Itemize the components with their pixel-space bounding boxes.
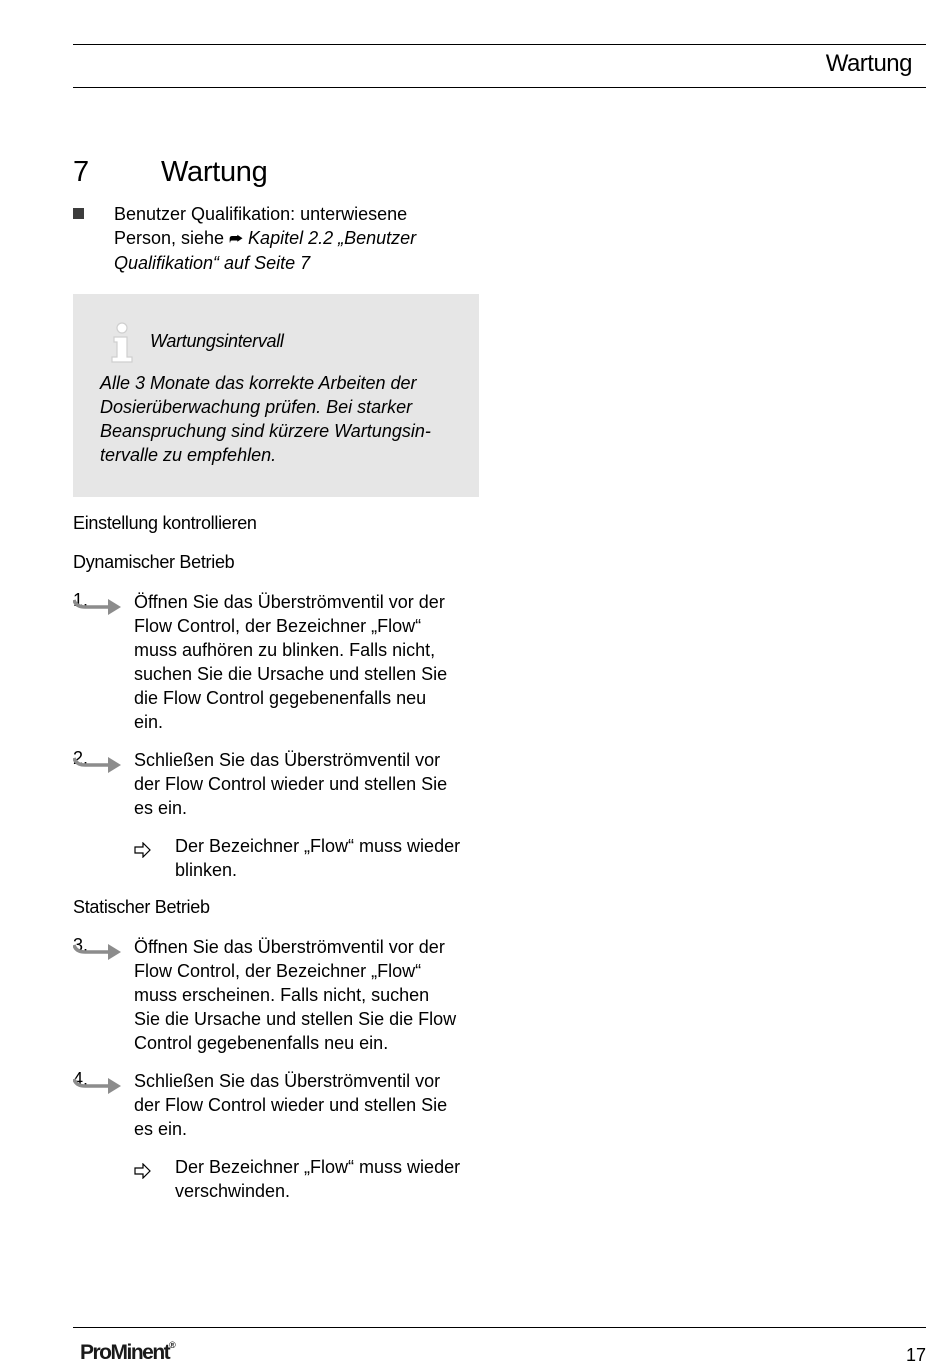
chapter-reference-link[interactable]: Kapitel 2.2 „Benutzer [243,228,417,248]
info-box-text [100,371,470,467]
result-arrow-icon [134,1163,152,1179]
running-header-title: Wartung [825,50,912,77]
info-box-line: Alle 3 Monate das korrekte Arbeiten der [100,373,417,393]
result-text [175,834,485,882]
info-box-heading: Wartungsintervall [150,331,284,351]
info-box-line: Dosierüberwachung prüfen. Bei starker [100,397,413,417]
link-arrow-icon: ⮫ [229,230,244,248]
result-text [175,1155,485,1203]
step-line: Öffnen Sie das Überströmventil vor der [134,592,445,612]
step-number: 1. [73,590,89,610]
step-arrow-icon [73,755,123,775]
step-line: muss erscheinen. Falls nicht, suchen [134,985,430,1005]
step-number: 3. [73,935,89,955]
section-heading: Einstellung kontrollieren [73,513,257,533]
step-line: Schließen Sie das Überströmventil vor [134,1071,441,1091]
step-arrow-icon [73,942,123,962]
step-text [134,748,484,820]
step-text [134,1069,484,1141]
logo-text-minent: Minent [110,1341,170,1364]
bullet-square-icon [73,208,84,219]
step-line: der Flow Control wieder und stellen Sie [134,774,448,794]
step-text [134,590,484,734]
header-bottom-rule [73,87,926,88]
result-line: Der Bezeichner „Flow“ muss wieder [175,836,461,856]
qualification-text: unterwiesene [295,204,408,224]
result-arrow-icon [134,842,152,858]
step-line: Schließen Sie das Überströmventil vor [134,750,441,770]
step-line: es ein. [134,1119,188,1139]
step-line: die Flow Control gegebenenfalls neu [134,688,427,708]
static-mode-heading: Statischer Betrieb [73,897,210,917]
result-line: Der Bezeichner „Flow“ muss wieder [175,1157,461,1177]
step-line: es ein. [134,798,188,818]
logo-text-pro: Pro [80,1341,111,1364]
qualification-label: Benutzer Qualifikation: [114,204,296,224]
dynamic-mode-heading: Dynamischer Betrieb [73,552,235,572]
step-line: muss aufhören zu blinken. Falls nicht, [134,640,436,660]
qualification-paragraph [114,202,464,275]
page-number: 17 [905,1345,926,1365]
step-line: suchen Sie die Ursache und stellen Sie [134,664,448,684]
step-text [134,935,484,1055]
info-box-line: tervalle zu empfehlen. [100,445,277,465]
chapter-number: 7 [73,156,90,188]
header-top-rule [73,44,926,45]
result-line: verschwinden. [175,1181,291,1201]
step-line: Flow Control, der Bezeichner „Flow“ [134,961,422,981]
chapter-title: Wartung [161,156,268,188]
step-number: 4. [73,1069,89,1089]
info-icon [108,322,138,364]
prominent-logo [80,1341,176,1365]
step-line: Sie die Ursache und stellen Sie die Flow [134,1009,457,1029]
step-line: ein. [134,712,164,732]
qualification-text-prefix: Person, siehe [114,228,230,248]
step-line: Flow Control, der Bezeichner „Flow“ [134,616,422,636]
step-arrow-icon [73,597,123,617]
info-box-line: Beanspruchung sind kürzere Wartungsin- [100,421,431,441]
chapter-reference-link-cont[interactable]: Qualifikation“ auf Seite 7 [114,253,311,273]
result-line: blinken. [175,860,238,880]
footer-rule [73,1327,926,1328]
step-line: der Flow Control wieder und stellen Sie [134,1095,448,1115]
step-number: 2. [73,748,89,768]
step-line: Öffnen Sie das Überströmventil vor der [134,937,445,957]
step-line: Control gegebenenfalls neu ein. [134,1033,389,1053]
step-arrow-icon [73,1076,123,1096]
logo-registered-mark: ® [169,1340,176,1350]
